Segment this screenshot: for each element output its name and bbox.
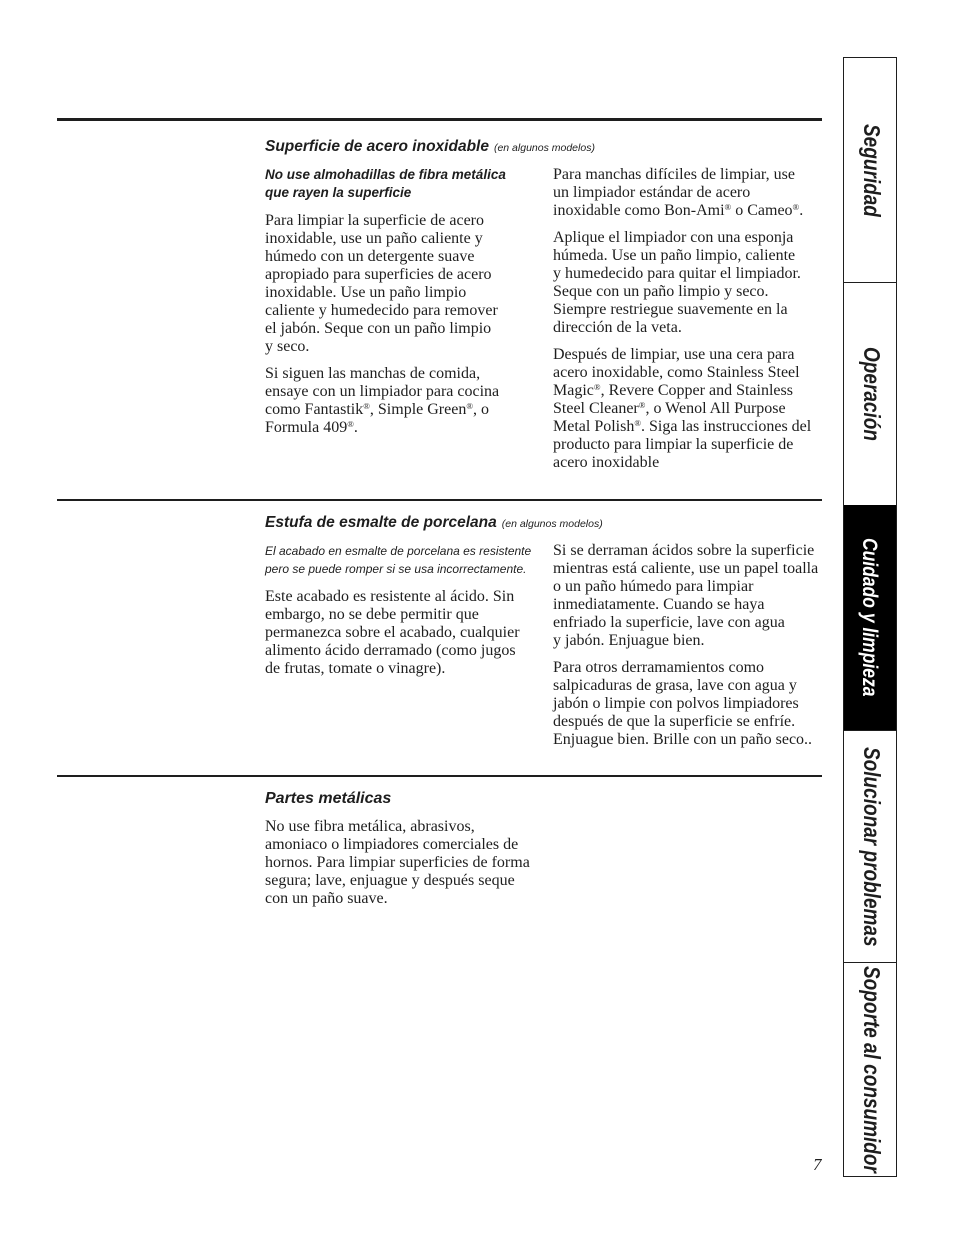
warning-text: No use almohadillas de fibra metálica que rayen la superficie — [265, 167, 506, 200]
section-heading — [265, 138, 595, 156]
paragraph: No use fibra metálica, abrasivos, amoniaco o limpiadores comerciales de hornos. Para limpiar superficies de forma segura; lave, enjuague y después seque con un paño suave. — [265, 818, 530, 907]
section-rule — [57, 775, 822, 777]
paragraph: Si siguen las manchas de comida, ensaye con un limpiador para cocina como Fantastik®, Simple Green®, o Formula 409®. — [265, 365, 500, 436]
section-title: Partes metálicas — [265, 790, 392, 807]
right-column — [553, 542, 825, 758]
tab-cuidado-y-limpieza — [844, 505, 896, 730]
section-title: Estufa de esmalte de porcelana — [265, 514, 497, 531]
paragraph: Para manchas difíciles de limpiar, use un limpiador estándar de acero inoxidable como Bon-Ami® o Cameo®. — [553, 166, 804, 219]
tab-soporte-al-consumidor — [844, 962, 896, 1176]
paragraph: Para otros derramamientos como salpicaduras de grasa, lave con agua y jabón o limpie con polvos limpiadores después de que la superficie se enfríe. Enjuague bien. Brille con un paño seco.. — [553, 659, 813, 748]
registered-mark: ® — [593, 381, 601, 392]
registered-mark: ® — [363, 400, 370, 411]
right-column — [553, 166, 825, 481]
tab-label: Cuidado y limpieza — [858, 538, 882, 697]
paragraph: Después de limpiar, use una cera para acero inoxidable, como Stainless Steel Magic®, Revere Copper and Stainless Steel Cleaner®, o Wenol All Purpose Metal Polish®. Siga las instrucciones del producto para limpiar la superficie de acero inoxidable — [553, 346, 812, 471]
left-column — [265, 818, 537, 917]
tab-label: Operación — [858, 347, 884, 441]
tab-seguridad — [844, 58, 896, 282]
registered-mark: ® — [638, 399, 646, 410]
model-availability-note: (en algunos modelos) — [501, 518, 603, 530]
tab-operacion — [844, 282, 896, 505]
tab-label: Solucionar problemas — [858, 746, 884, 947]
paragraph: Aplique el limpiador con una esponja húmeda. Use un paño limpio, caliente y humedecido para quitar el limpiador. Seque con un paño limpio y seco. Siempre restriegue suavemente en la dirección de la veta. — [553, 229, 801, 336]
registered-mark: ® — [634, 417, 642, 428]
paragraph: Para limpiar la superficie de acero inoxidable, use un paño caliente y húmedo con un detergente suave apropiado para superficies de acero inoxidable. Use un paño limpio caliente y humedecido para remover el jabón. Seque con un paño limpio y seco. — [265, 212, 498, 355]
chapter-tab-strip — [843, 57, 897, 1177]
registered-mark: ® — [724, 201, 732, 212]
registered-mark: ® — [792, 201, 800, 212]
model-availability-note: (en algunos modelos) — [493, 142, 595, 154]
left-column — [265, 166, 537, 446]
tab-label: Seguridad — [858, 123, 884, 217]
page-number: 7 — [813, 1155, 822, 1174]
section-heading — [265, 790, 391, 808]
section-title: Superficie de acero inoxidable — [265, 138, 489, 155]
registered-mark: ® — [466, 400, 474, 411]
section-rule — [57, 499, 822, 501]
tab-label: Soporte al consumidor — [858, 966, 884, 1173]
section-rule — [57, 118, 822, 121]
section-heading — [265, 514, 603, 532]
left-column — [265, 542, 537, 687]
paragraph: Este acabado es resistente al ácido. Sin embargo, no se debe permitir que permanezca sobre el acabado, cualquier alimento ácido derramado (como jugos de frutas, tomate o vinagre). — [265, 588, 520, 677]
paragraph: Si se derraman ácidos sobre la superficie mientras está caliente, use un papel toalla o un paño húmedo para limpiar inmediatamente. Cuando se haya enfriado la superficie, lave con agua y jabón. Enjuague bien. — [553, 542, 819, 649]
registered-mark: ® — [347, 418, 354, 429]
caution-note: El acabado en esmalte de porcelana es resistente pero se puede romper si se usa incorrectamente. — [265, 544, 532, 576]
tab-solucionar-problemas — [844, 730, 896, 962]
